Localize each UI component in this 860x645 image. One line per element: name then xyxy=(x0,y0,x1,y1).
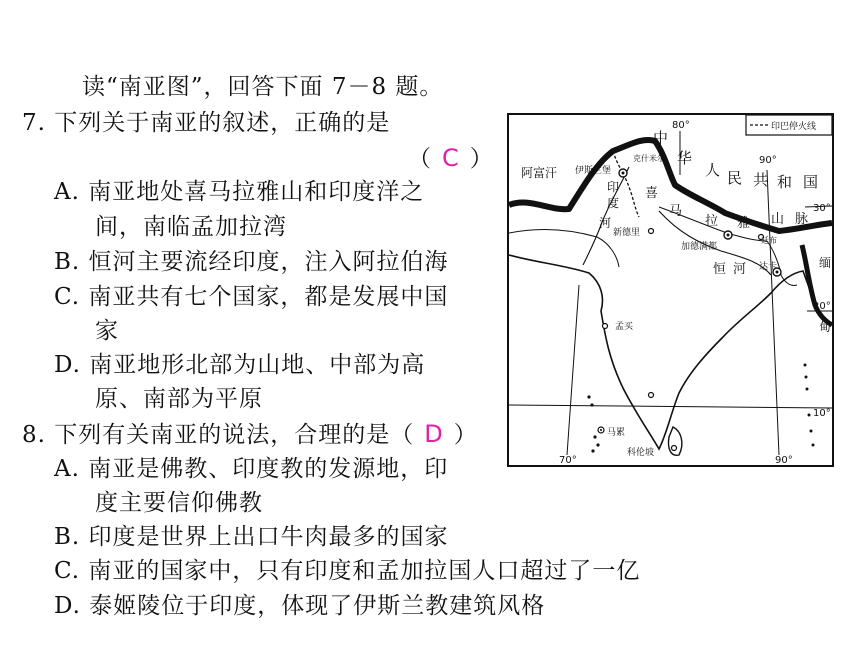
q8-bracket-close: ） xyxy=(453,422,478,448)
q7-bracket-close: ） xyxy=(469,146,494,172)
q8-option-a-line2: 度主要信仰佛教 xyxy=(95,490,263,516)
parallel-10 xyxy=(509,405,832,408)
label-lat-30: 30° xyxy=(813,203,831,214)
intro-line: 读“南亚图”，回答下面 7－8 题。 xyxy=(82,74,444,100)
label-himalaya-2: 马 xyxy=(669,204,683,219)
label-lon-80: 80° xyxy=(672,120,690,131)
label-thimphu: 廷布 xyxy=(761,236,777,245)
label-indus-2: 度 xyxy=(607,196,620,210)
meridian-70 xyxy=(567,285,579,455)
q7-bracket-open: （ xyxy=(408,146,432,172)
label-ganges-1: 恒 xyxy=(713,262,727,277)
label-mumbai: 孟买 xyxy=(615,322,634,332)
city-colombo xyxy=(672,446,677,451)
q7-option-d-line1: D. 南亚地形北部为山地、中部为高 xyxy=(54,352,426,378)
label-china-3: 人 xyxy=(705,161,721,179)
map-canvas xyxy=(509,115,832,465)
q8-stem-line xyxy=(22,419,478,450)
label-afghanistan: 阿富汗 xyxy=(521,166,558,180)
q8-stem: 8. 下列有关南亚的说法，合理的是（ xyxy=(22,422,415,448)
label-himalaya-3: 拉 xyxy=(705,214,719,229)
q8-answer: D xyxy=(424,420,444,448)
q7-option-c-line1: C. 南亚共有七个国家，都是发展中国 xyxy=(54,284,449,310)
andaman-islands xyxy=(804,364,815,447)
pakistan-boundary xyxy=(509,230,619,267)
q8-option-d: D. 泰姬陵位于印度，体现了伊斯兰教建筑风格 xyxy=(54,593,546,619)
label-new-delhi: 新德里 xyxy=(613,228,641,238)
q7-option-b: B. 恒河主要流经印度，注入阿拉伯海 xyxy=(54,249,449,275)
q7-stem: 7. 下列关于南亚的叙述，正确的是 xyxy=(22,110,391,136)
q8-option-a-line1: A. 南亚是佛教、印度教的发源地，印 xyxy=(54,456,449,482)
label-china-1: 中 xyxy=(653,129,669,147)
q7-option-c-line2: 家 xyxy=(95,318,119,344)
label-lat-20: 20° xyxy=(813,301,831,312)
q7-option-a-line1: A. 南亚地处喜马拉雅山和印度洋之 xyxy=(54,179,425,205)
label-dhaka: 达卡 xyxy=(759,262,778,272)
label-china-6: 和 xyxy=(777,173,793,191)
city-kathmandu xyxy=(724,231,732,239)
label-indus-1: 印 xyxy=(607,180,620,194)
city-islamabad xyxy=(619,169,627,177)
label-myanmar-2: 甸 xyxy=(819,320,832,334)
label-china-5: 共 xyxy=(753,171,769,189)
label-kashmir: 克什米尔 xyxy=(633,154,665,163)
label-china-4: 民 xyxy=(727,169,743,187)
label-lon-90-top: 90° xyxy=(759,155,777,166)
label-indus-3: 河 xyxy=(599,216,612,230)
label-china-7: 国 xyxy=(803,173,819,191)
q8-option-b: B. 印度是世界上出口牛肉最多的国家 xyxy=(54,524,449,550)
label-lon-70: 70° xyxy=(559,455,577,465)
q7-answer-bracket xyxy=(408,143,494,174)
label-islamabad: 伊斯兰堡 xyxy=(575,166,612,176)
south-asia-map xyxy=(507,113,834,467)
q8-option-c: C. 南亚的国家中，只有印度和孟加拉国人口超过了一亿 xyxy=(54,558,641,584)
label-lon-90-bottom: 90° xyxy=(775,455,793,465)
label-himalaya-1: 喜 xyxy=(645,186,659,201)
city-male xyxy=(598,427,604,433)
label-ganges-2: 河 xyxy=(733,262,747,277)
city-mumbai xyxy=(603,324,608,329)
q7-option-a-line2: 间，南临孟加拉湾 xyxy=(95,214,287,240)
label-colombo: 科伦坡 xyxy=(627,448,655,458)
label-himalaya-5: 山 xyxy=(771,212,785,227)
q7-answer: C xyxy=(442,144,460,172)
label-male: 马累 xyxy=(607,428,626,438)
label-myanmar-1: 缅 xyxy=(819,256,832,270)
legend-text: 印巴停火线 xyxy=(771,122,817,132)
q7-option-d-line2: 原、南部为平原 xyxy=(95,386,263,412)
label-himalaya-4: 雅 xyxy=(737,216,751,231)
maldives-islands xyxy=(587,395,599,452)
sri-lanka xyxy=(668,427,681,455)
city-new-delhi xyxy=(649,229,654,234)
label-lat-10: 10° xyxy=(813,408,831,419)
label-kathmandu: 加德满都 xyxy=(681,242,718,252)
city-inland-south xyxy=(649,393,654,398)
label-himalaya-6: 脉 xyxy=(795,212,809,227)
label-china-2: 华 xyxy=(677,149,693,167)
